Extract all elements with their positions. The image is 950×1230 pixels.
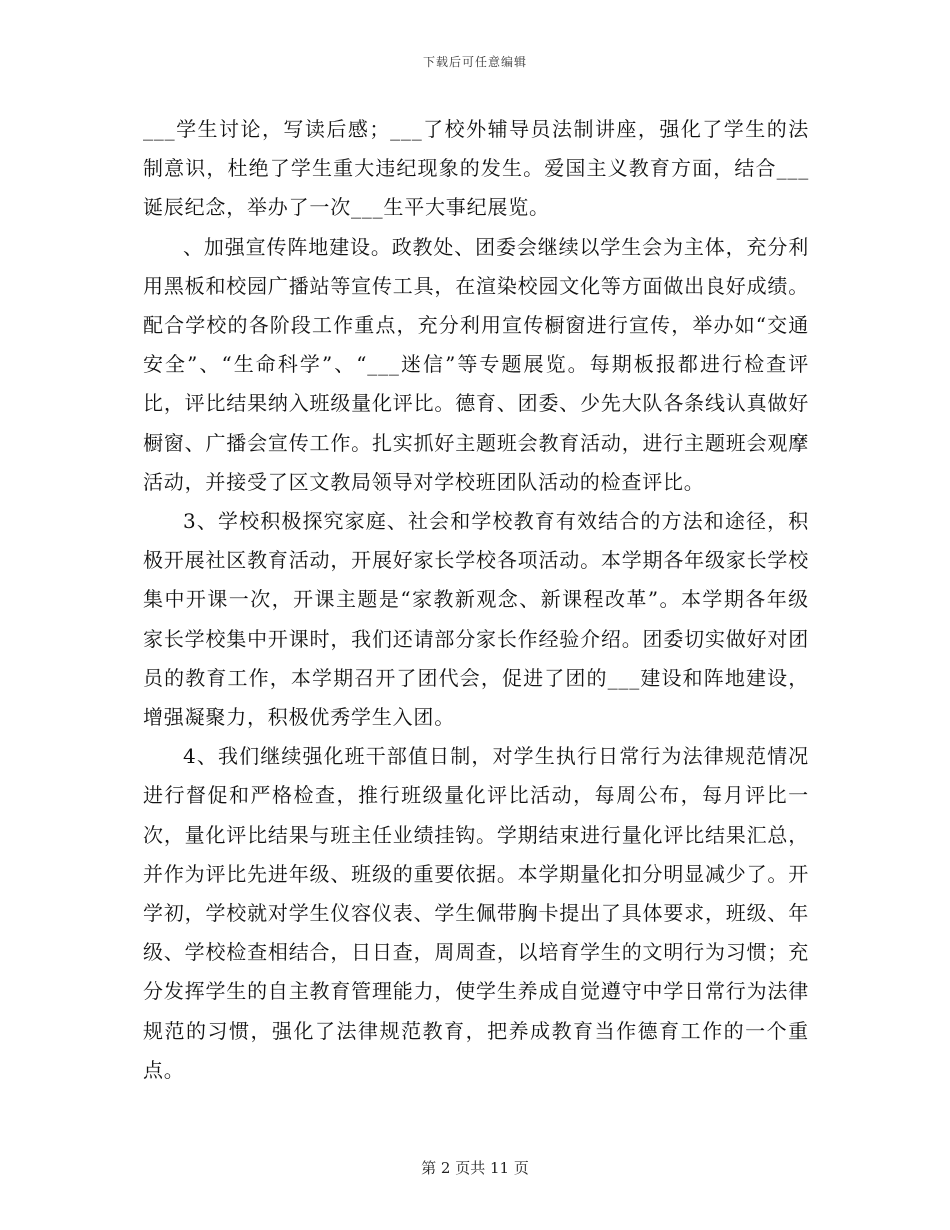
paragraph-2: 、加强宣传阵地建设。政教处、团委会继续以学生会为主体，充分利用黑板和校园广播站等宣传工具，在渲染校园文化等方面做出良好成绩。配合学校的各阶段工作重点，充分利用宣传橱窗进行宣传，举办如“交通安全”、“生命科学”、“___迷信”等专题展览。每期板报都进行检查评比，评比结果纳入班级量化评比。德育、团委、少先大队各条线认真做好橱窗、广播会宣传工作。扎实抓好主题班会教育活动，进行主题班会观摩活动，并接受了区文教局领导对学校班团队活动的检查评比。 [143, 234, 809, 494]
document-body [143, 110, 809, 1090]
paragraph-4: 4、我们继续强化班干部值日制，对学生执行日常行为法律规范情况进行督促和严格检查，推行班级量化评比活动，每周公布，每月评比一次，量化评比结果与班主任业绩挂钩。学期结束进行量化评比结果汇总，并作为评比先进年级、班级的重要依据。本学期量化扣分明显减少了。开学初，学校就对学生仪容仪表、学生佩带胸卡提出了具体要求，班级、年级、学校检查相结合，日日查，周周查，以培育学生的文明行为习惯；充分发挥学生的自主教育管理能力，使学生养成自觉遵守中学日常行为法律规范的习惯，强化了法律规范教育，把养成教育当作德育工作的一个重点。 [143, 744, 809, 1082]
page-header-note: 下载后可任意编辑 [422, 55, 527, 69]
paragraph-3: 3、学校积极探究家庭、社会和学校教育有效结合的方法和途径，积极开展社区教育活动，开展好家长学校各项活动。本学期各年级家长学校集中开课一次，开课主题是“家教新观念、新课程改革”。本学期各年级家长学校集中开课时，我们还请部分家长作经验介绍。团委切实做好对团员的教育工作，本学期召开了团代会，促进了团的___建设和阵地建设，增强凝聚力，积极优秀学生入团。 [143, 509, 809, 730]
paragraph-1: ___学生讨论，写读后感；___了校外辅导员法制讲座，强化了学生的法制意识，杜绝了学生重大违纪现象的发生。爱国主义教育方面，结合___诞辰纪念，举办了一次___生平大事纪展览。 [143, 117, 809, 220]
page-number: 第 2 页共 11 页 [421, 1159, 529, 1177]
